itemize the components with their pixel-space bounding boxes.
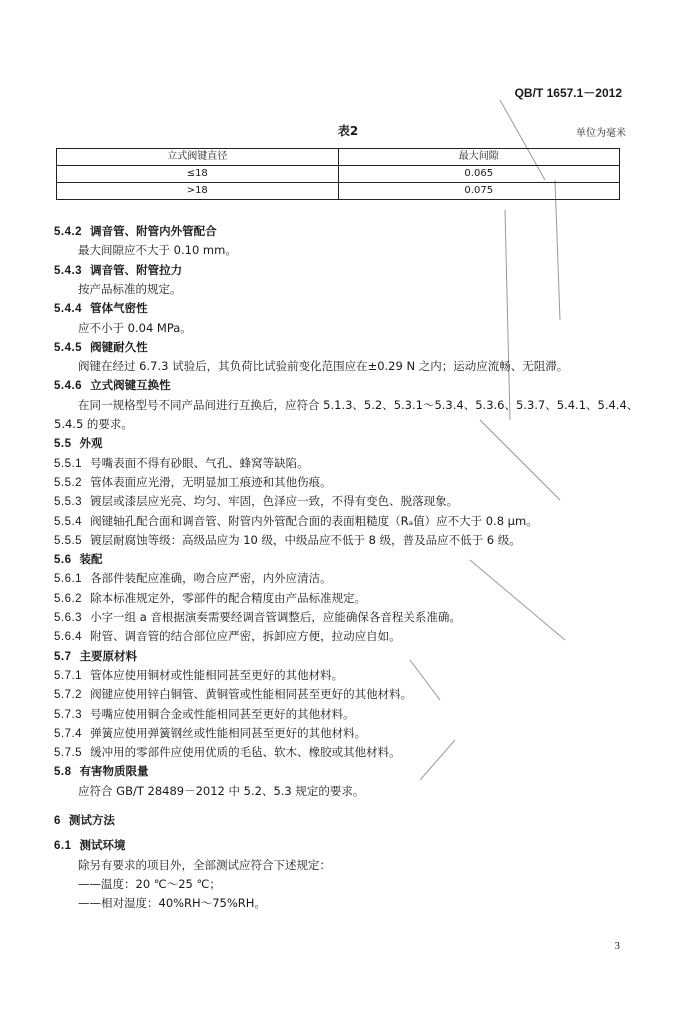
clause-text: 小字一组 a 音根据演奏需要经调音管调整后，应能确保各音程关系准确。: [90, 610, 461, 624]
table-header-cell: 最大间隙: [338, 149, 620, 166]
clause-number: 5.7.3: [54, 708, 83, 721]
text-line: [54, 685, 412, 704]
table-unit: 单位为毫米: [576, 128, 626, 139]
clause-text: ——温度：20 ℃～25 ℃；: [78, 876, 221, 891]
text-line: [78, 241, 237, 259]
clause-text: 镀层耐腐蚀等级：高级品应为 10 级，中级品应不低于 8 级，普及品应不低于 6 级。: [90, 532, 521, 547]
text-line: [54, 743, 401, 762]
section-heading: [54, 550, 103, 569]
clause-text: 5.4.5 的要求。: [54, 417, 133, 431]
text-line: [54, 705, 355, 724]
clause-text: 有害物质限量: [79, 764, 149, 779]
clause-number: 5.5.4: [54, 515, 83, 528]
clause-text: 阀键应使用锌白铜管、黄铜管或性能相同甚至更好的其他材料。: [90, 687, 413, 702]
text-line: [54, 666, 343, 685]
section-heading: [54, 836, 126, 855]
section-heading: [54, 647, 137, 666]
clause-number: 5.5: [54, 438, 72, 451]
table-cell: ≤18: [57, 166, 339, 183]
clause-number: 5.5.2: [54, 476, 83, 489]
section-heading: [54, 434, 103, 453]
text-line: [54, 627, 401, 646]
table-header-cell: 立式阀键直径: [57, 149, 339, 166]
clause-text: 外观: [79, 436, 103, 451]
clause-number: 5.7.4: [54, 727, 83, 740]
clause-text: 附管、调音管的结合部位应严密，拆卸应方便，拉动应自如。: [90, 629, 401, 644]
text-line: [54, 492, 458, 511]
table-cell: 0.075: [338, 183, 620, 200]
text-line: [78, 856, 331, 874]
clause-text: 应不小于 0.04 MPa。: [78, 320, 192, 335]
clause-text: 装配: [79, 552, 103, 567]
text-line: [78, 894, 266, 912]
clause-text: 管体气密性: [90, 301, 148, 316]
clause-text: 测试环境: [79, 838, 126, 853]
clause-number: 5.4.5: [54, 341, 83, 354]
clause-number: 5.5.3: [54, 496, 83, 509]
clause-text: 镀层或漆层应光亮、均匀、牢固，色泽应一致，不得有变色、脱落现象。: [90, 494, 459, 509]
text-line: [78, 875, 221, 893]
section-heading: [54, 811, 115, 830]
table-header-row: [57, 149, 620, 166]
clause-text: 阀键耐久性: [90, 339, 148, 354]
clause-text: 按产品标准的规定。: [78, 281, 182, 296]
section-heading: [54, 261, 182, 280]
section-heading: [54, 222, 217, 241]
clause-number: 6: [54, 815, 61, 827]
clause-number: 5.7: [54, 650, 72, 663]
table-title: 表2: [337, 124, 359, 138]
clause-text: 主要原材料: [79, 648, 137, 663]
clause-number: 5.6.1: [54, 573, 83, 586]
text-line: [78, 357, 568, 375]
clause-text: 弹簧应使用弹簧钢丝或性能相同甚至更好的其他材料。: [90, 725, 367, 740]
clause-number: 5.5.1: [54, 457, 83, 470]
clause-number: 5.7.1: [54, 669, 83, 682]
clause-text: 阀键轴孔配合面和调音管、附管内外管配合面的表面粗糙度（Rₐ值）应不大于 0.8 μm。: [90, 513, 538, 528]
clause-text: 除另有要求的项目外，全部测试应符合下述规定：: [78, 857, 331, 872]
clause-text: 应符合 GB/T 28489－2012 中 5.2、5.3 规定的要求。: [78, 783, 365, 798]
text-line: [54, 531, 521, 550]
clause-text: 号嘴应使用铜合金或性能相同甚至更好的其他材料。: [90, 706, 355, 721]
text-line: [78, 782, 364, 800]
table-row: [57, 183, 620, 200]
clause-text: 调音管、附管内外管配合: [90, 224, 217, 238]
clause-text: 号嘴表面不得有砂眼、气孔、蜂窝等缺陷。: [90, 455, 309, 470]
gap-table: [56, 148, 620, 200]
clause-text: 管体表面应光滑，无明显加工痕迹和其他伤痕。: [90, 474, 332, 489]
table-cell: 0.065: [338, 166, 620, 183]
clause-text: 除本标准规定外，零部件的配合精度由产品标准规定。: [90, 590, 367, 605]
clause-number: 5.6.3: [54, 612, 83, 624]
clause-text: 缓冲用的零部件应使用优质的毛毡、软木、橡胶或其他材料。: [90, 745, 401, 760]
clause-number: 5.6: [54, 554, 72, 567]
clause-text: 最大间隙应不大于 0.10 mm。: [78, 243, 237, 258]
clause-number: 5.4.3: [54, 264, 83, 277]
section-heading: [54, 376, 171, 395]
text-line: [54, 569, 332, 588]
clause-text: 测试方法: [68, 813, 115, 827]
text-line: [78, 319, 192, 337]
text-line: [54, 608, 461, 627]
standard-code: QB/T 1657.1－2012: [514, 86, 622, 100]
clause-number: 5.6.4: [54, 631, 83, 644]
clause-text: 管体应使用铜材或性能相同甚至更好的其他材料。: [90, 667, 344, 682]
page-number: 3: [614, 940, 620, 952]
text-line: [54, 415, 133, 433]
text-line: [54, 724, 366, 743]
text-line: [54, 473, 332, 492]
clause-text: 立式阀键互换性: [90, 378, 171, 393]
text-line: [78, 280, 182, 298]
text-line: [54, 589, 366, 608]
clause-text: ——相对湿度：40%RH～75%RH。: [78, 896, 266, 911]
clause-text: 在同一规格型号不同产品间进行互换后，应符合 5.1.3、5.2、5.3.1～5.3.4、5.3.6、5.3.7、5.4.1、5.4.4、: [78, 397, 639, 412]
clause-number: 5.7.2: [54, 689, 83, 702]
section-heading: [54, 338, 148, 357]
clause-text: 各部件装配应准确，吻合应严密，内外应清洁。: [90, 571, 332, 586]
clause-number: 5.7.5: [54, 747, 83, 760]
table-row: [57, 166, 620, 183]
table-cell: >18: [57, 183, 339, 200]
text-line: [78, 396, 638, 414]
clause-text: 调音管、附管拉力: [90, 262, 183, 277]
clause-number: 5.4.4: [54, 303, 83, 316]
text-line: [54, 512, 538, 531]
clause-number: 6.1: [54, 840, 72, 853]
clause-number: 5.8: [54, 766, 72, 779]
clause-number: 5.5.5: [54, 534, 83, 547]
clause-text: 阀键在经过 6.7.3 试验后，其负荷比试验前变化范围应在±0.29 N 之内；运动应流畅、无阻滞。: [78, 359, 569, 374]
section-heading: [54, 762, 149, 781]
text-line: [54, 454, 309, 473]
section-heading: [54, 299, 148, 318]
clause-number: 5.6.2: [54, 592, 83, 605]
clause-number: 5.4.2: [54, 226, 83, 238]
clause-number: 5.4.6: [54, 380, 83, 393]
